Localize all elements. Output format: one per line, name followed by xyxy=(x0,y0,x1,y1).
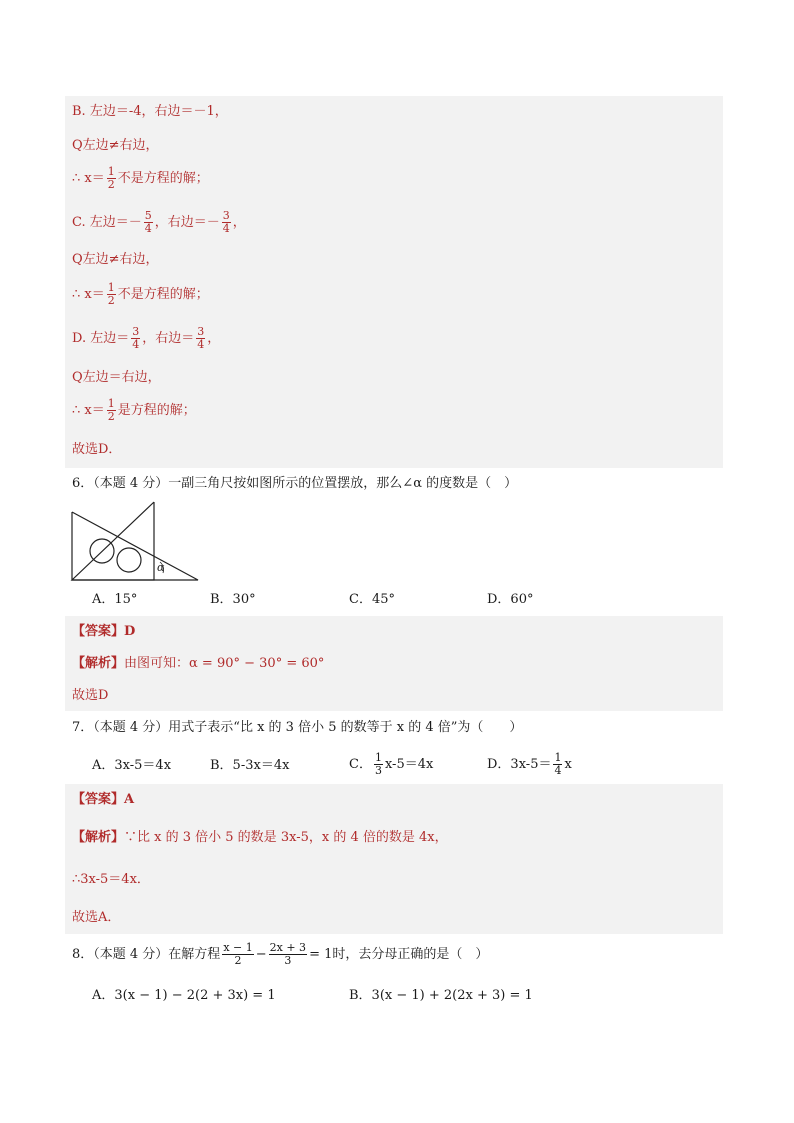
sol5-d-mid: ，右边＝ xyxy=(142,331,195,346)
fraction-three-fourths: $\frac{3}{4}$ xyxy=(197,325,205,351)
q6-analysis-label: 【解析】 xyxy=(72,656,125,671)
q7-final: 故选A． xyxy=(72,910,121,925)
sol5-c-line xyxy=(72,210,246,235)
triangle-ruler-30 xyxy=(72,502,154,580)
sol5-b-conclusion xyxy=(72,166,209,191)
sol5-b-conc-pre: ∴ x＝ xyxy=(72,171,105,186)
sol5-d-left: 左边＝ xyxy=(90,331,130,346)
q6-option-b: B．30° xyxy=(210,592,256,607)
q8-stem xyxy=(72,942,488,967)
fraction-five-fourths: $\frac{5}{4}$ xyxy=(144,209,152,235)
q7-option-d xyxy=(487,752,572,777)
q7-stem: 7．（本题 4 分）用式子表示“比 x 的 3 倍小 5 的数等于 x 的 4 倍”为（ ） xyxy=(72,720,523,735)
solution-band-q7 xyxy=(65,784,723,934)
ruler-hole-right xyxy=(117,548,141,572)
sol5-b-text: 左边＝-4，右边＝－1， xyxy=(89,104,228,119)
q6-final: 故选D xyxy=(72,688,109,703)
q7-option-d-prefix: D．3x-5＝ xyxy=(487,757,552,772)
fraction-three-fourths: $\frac{3}{4}$ xyxy=(132,325,140,351)
sol5-c-end: ， xyxy=(232,215,246,230)
q7-analysis-label: 【解析】 xyxy=(72,830,125,845)
q8-option-a: A．3(x − 1) − 2(2 + 3x) = 1 xyxy=(92,988,276,1003)
sol5-c-head: C. xyxy=(72,215,86,230)
sol5-b-head: B. xyxy=(72,104,86,119)
sol5-c-conc-pre: ∴ x＝ xyxy=(72,287,105,302)
fraction-one-half: $\frac{1}{2}$ xyxy=(107,165,115,191)
fraction-one-half: $\frac{1}{2}$ xyxy=(107,397,115,423)
sol5-d-conc-pre: ∴ x＝ xyxy=(72,403,105,418)
sol5-c-because: Q左边≠右边， xyxy=(72,252,159,267)
q6-stem: 6．（本题 4 分）一副三角尺按如图所示的位置摆放，那么∠α 的度数是（ ） xyxy=(72,476,518,491)
q8-fraction-2: $\frac{2x + 3}{3}$ xyxy=(269,941,307,967)
sol5-c-conc-post: 不是方程的解； xyxy=(117,287,209,302)
q8-fraction-1: $\frac{x - 1}{2}$ xyxy=(223,941,253,967)
sol5-d-conclusion xyxy=(72,398,196,423)
alpha-label: α xyxy=(157,561,165,574)
sol5-d-head: D. xyxy=(72,331,87,346)
q6-analysis xyxy=(72,654,324,674)
sol5-c-conclusion xyxy=(72,282,209,307)
q7-analysis-text: ∵比 x 的 3 倍小 5 的数是 3x-5，x 的 4 倍的数是 4x， xyxy=(124,830,448,845)
q7-option-b: B．5-3x＝4x xyxy=(210,758,290,773)
sol5-c-mid: ，右边＝－ xyxy=(154,215,220,230)
triangle-rulers-figure xyxy=(68,498,204,584)
q6-option-a: A．15° xyxy=(92,592,138,607)
q8-minus: − xyxy=(255,947,267,962)
fraction-one-third: $\frac{1}{3}$ xyxy=(374,751,382,777)
q7-answer: 【答案】A xyxy=(72,792,135,807)
fraction-three-fourths: $\frac{3}{4}$ xyxy=(222,209,230,235)
q7-option-a: A．3x-5＝4x xyxy=(92,758,172,773)
q6-answer: 【答案】D xyxy=(72,624,136,639)
fraction-one-half: $\frac{1}{2}$ xyxy=(107,281,115,307)
q7-option-d-suffix: x xyxy=(564,757,572,772)
fraction-one-fourth: $\frac{1}{4}$ xyxy=(554,751,562,777)
q7-analysis xyxy=(72,828,448,848)
sol5-d-line xyxy=(72,326,220,351)
sol5-final: 故选D． xyxy=(72,442,122,457)
q7-option-c xyxy=(349,752,433,777)
q6-analysis-text: 由图可知：α = 90° − 30° = 60° xyxy=(124,656,325,671)
q6-option-c: C．45° xyxy=(349,592,395,607)
q6-option-d: D．60° xyxy=(487,592,534,607)
sol5-d-conc-post: 是方程的解； xyxy=(117,403,196,418)
q7-option-c-prefix: C． xyxy=(349,757,372,772)
sol5-d-because: Q左边＝右边， xyxy=(72,370,161,385)
q8-stem-prefix: 8．（本题 4 分）在解方程 xyxy=(72,947,221,962)
sol5-b-because: Q左边≠右边， xyxy=(72,138,159,153)
sol5-d-end: ， xyxy=(207,331,221,346)
q8-option-b: B．3(x − 1) + 2(2x + 3) = 1 xyxy=(349,988,533,1003)
sol5-b-conc-post: 不是方程的解； xyxy=(117,171,209,186)
q7-therefore: ∴3x-5＝4x． xyxy=(72,872,150,887)
q8-stem-suffix: = 1时，去分母正确的是（ ） xyxy=(309,947,489,962)
sol5-b-line xyxy=(72,102,228,122)
q7-option-c-suffix: x-5＝4x xyxy=(384,757,434,772)
sol5-c-left: 左边＝－ xyxy=(89,215,142,230)
